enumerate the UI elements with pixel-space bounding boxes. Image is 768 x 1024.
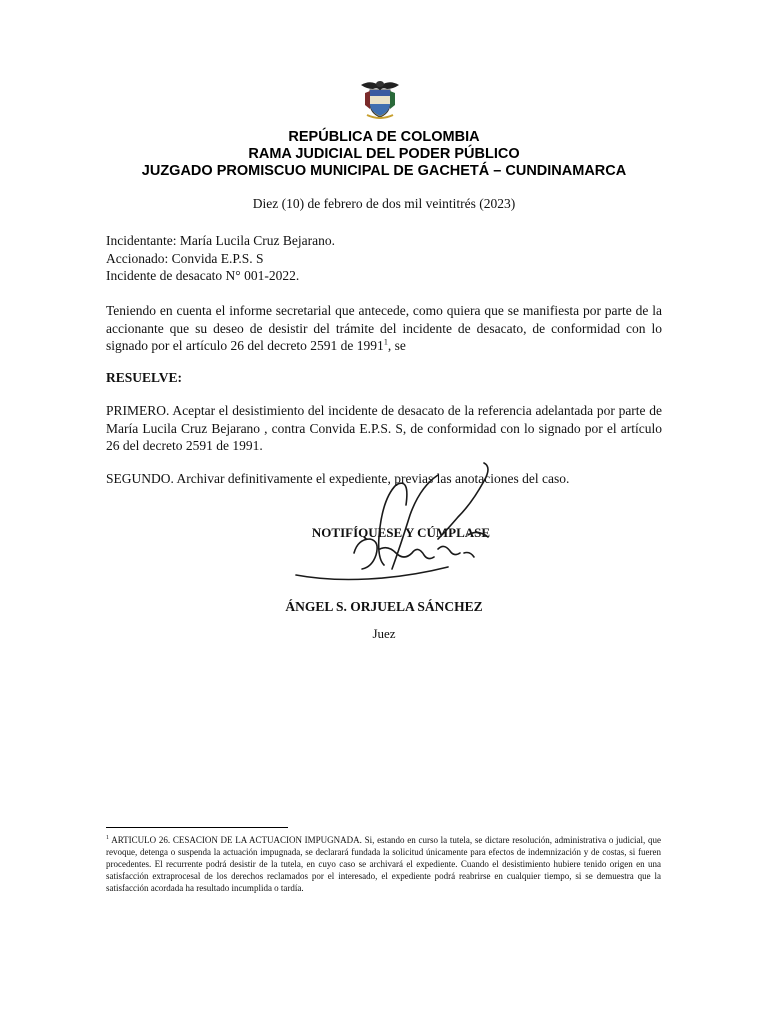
notification-heading: NOTIFÍQUESE Y CÚMPLASE xyxy=(311,525,491,540)
footnote xyxy=(106,834,661,894)
footnote-divider xyxy=(106,827,288,828)
resolution-segundo: SEGUNDO. Archivar definitivamente el expediente, previas las anotaciones del caso. xyxy=(106,471,570,486)
paragraph-text: Teniendo en cuenta el informe secretarial que antecede, como quiera que se manifiesta por parte de la accionante que su deseo de desistir del trámite del incidente de desacato, de conformidad con lo signado por el artículo 26 del decreto 2591 de 1991 xyxy=(106,303,662,353)
resolution-primero: PRIMERO. Aceptar el desistimiento del incidente de desacato de la referencia adelantada por parte de María Lucila Cruz Bejarano , contra Convida E.P.S. S, de conformidad con lo signado por el artículo 26 del decreto 2591 de 1991. xyxy=(106,403,662,453)
footnote-text: ARTICULO 26. CESACION DE LA ACTUACION IMPUGNADA. Si, estando en curso la tutela, se dictare resolución, administrativa o judicial, que revoque, detenga o suspenda la actuación impugnada, se declarará fundada la solicitud únicamente para efectos de indemnización y de costas, si fueren procedentes. El recurrente podrá desistir de la tutela, en cuyo caso se archivará el expediente. Cuando el desistimiento hubiere tenido origen en una satisfacción extraprocesal de los derechos reclamados por el interesado, el expediente podrá reabrirse en cualquier tiempo, si se demuestra que la satisfacción acordada ha resultado incumplida o tardía. xyxy=(106,835,661,893)
judge-title: Juez xyxy=(372,626,396,641)
paragraph-text-end: , se xyxy=(387,338,406,353)
footnote-number: 1 xyxy=(106,835,109,841)
colombia-coat-of-arms-icon xyxy=(357,77,403,119)
header-country: REPÚBLICA DE COLOMBIA xyxy=(288,129,480,145)
reference-accionado: Accionado: Convida E.P.S. S xyxy=(106,250,264,266)
resuelve-heading: RESUELVE: xyxy=(106,370,183,385)
reference-incidente: Incidente de desacato N° 001-2022. xyxy=(106,268,300,283)
document-date: Diez (10) de febrero de dos mil veintitrés (2023) xyxy=(252,196,516,211)
considerations-paragraph xyxy=(106,302,662,355)
judge-name: ÁNGEL S. ORJUELA SÁNCHEZ xyxy=(285,599,483,614)
reference-incidentante: Incidentante: María Lucila Cruz Bejarano. xyxy=(106,233,336,248)
case-references xyxy=(106,232,662,285)
header-branch: RAMA JUDICIAL DEL PODER PÚBLICO xyxy=(248,146,520,162)
document-header xyxy=(0,129,768,180)
footnote-reference: 1 xyxy=(383,337,388,347)
header-court: JUZGADO PROMISCUO MUNICIPAL DE GACHETÁ – CUNDINAMARCA xyxy=(141,163,627,179)
handwritten-signature xyxy=(288,457,508,597)
